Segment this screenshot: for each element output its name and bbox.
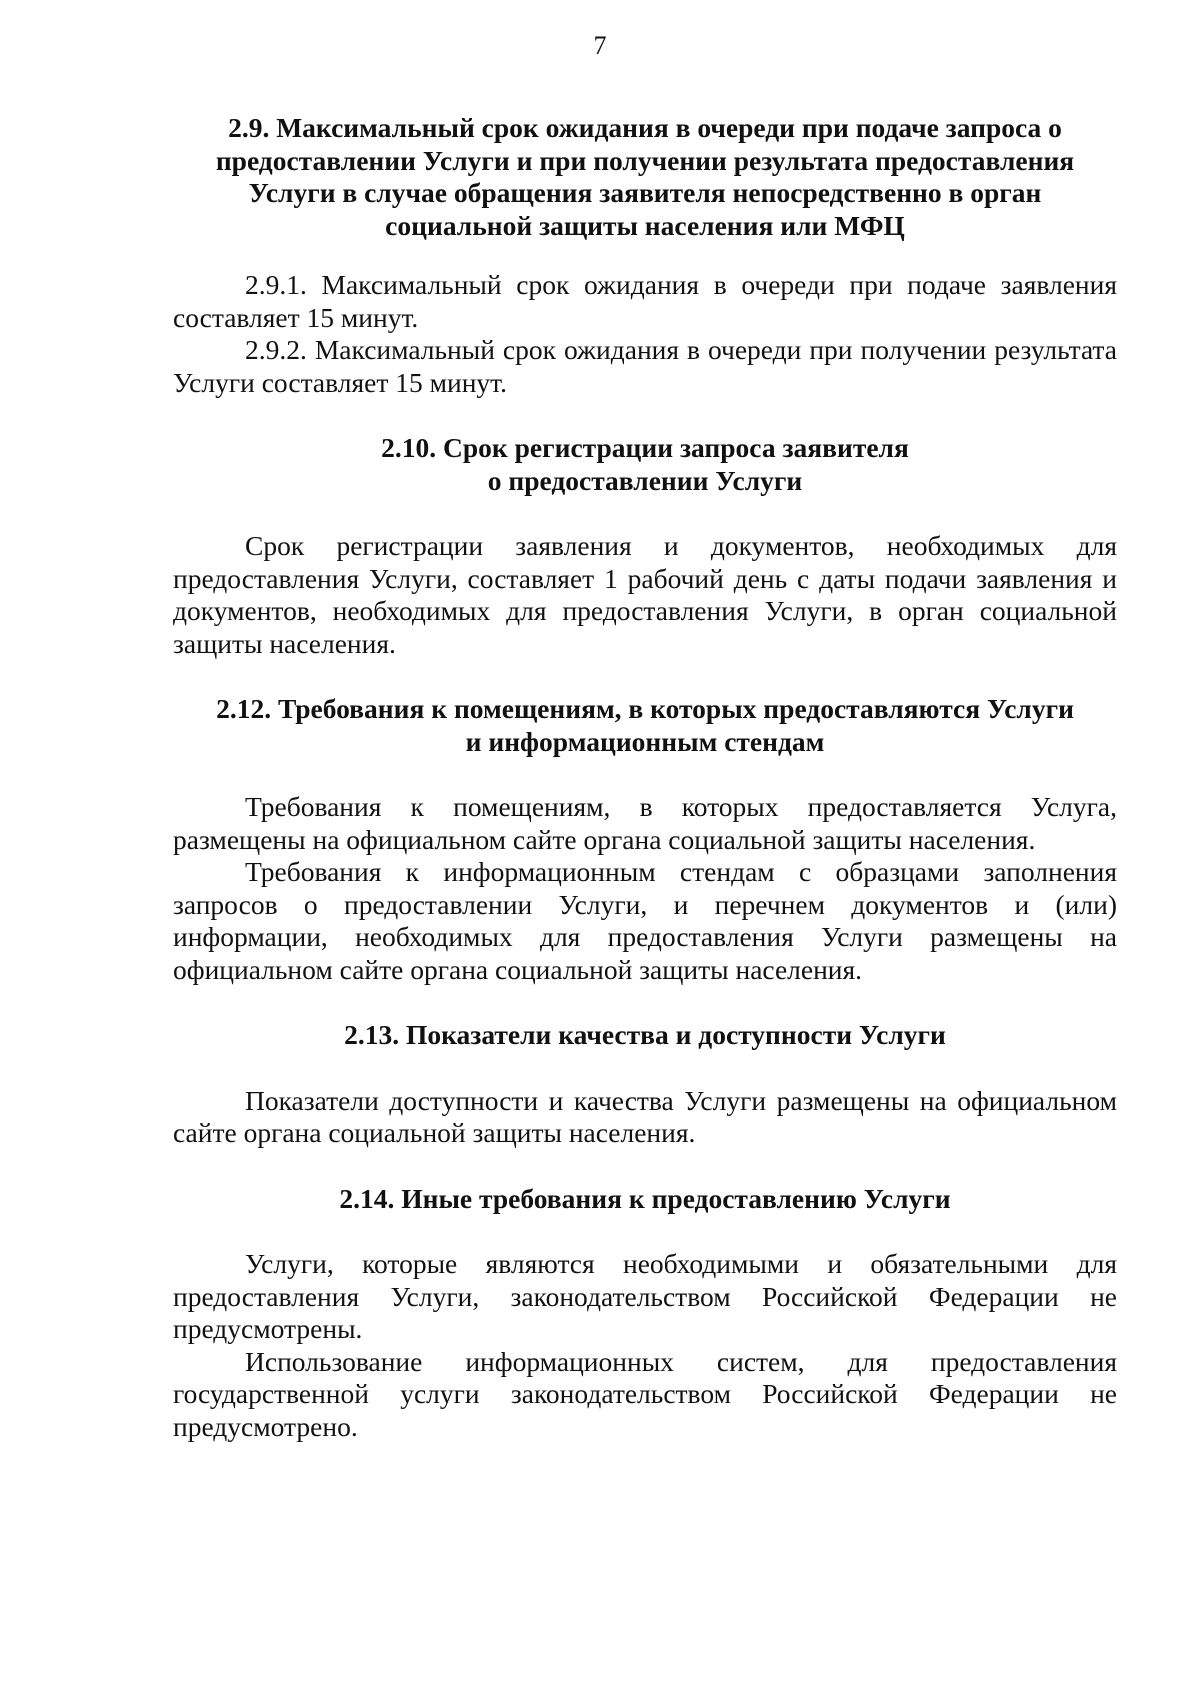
section-2-12	[173, 693, 1117, 986]
section-2-9	[173, 112, 1117, 399]
paragraph-2-14-systems: Использование информационных систем, для предоставления государственной услуги законодательством Российской Федерации не предусмотрено.	[173, 1345, 1117, 1442]
section-2-13-heading	[173, 1019, 1117, 1052]
page-number: 7	[593, 31, 607, 60]
section-2-12-heading	[173, 693, 1117, 758]
section-2-10-heading	[173, 432, 1117, 497]
heading-line: 2.12. Требования к помещениям, в которых предоставляются Услуги	[216, 693, 1074, 724]
heading-line: 2.9. Максимальный срок ожидания в очереди при подаче запроса о	[228, 112, 1062, 143]
section-2-14	[173, 1183, 1117, 1444]
heading-line: социальной защиты населения или МФЦ	[385, 209, 905, 241]
paragraph-2-9-1: 2.9.1. Максимальный срок ожидания в очереди при подаче заявления составляет 15 минут.	[173, 269, 1117, 333]
heading-line: предоставлении Услуги и при получении результата предоставления	[215, 144, 1075, 176]
paragraph-2-12-stands: Требования к информационным стендам с образцами заполнения запросов о предоставлении Услуги, и перечнем документов и (или) информации, необходимых для предоставления Услуги размещены на официальном сайте органа социальной защиты населения.	[173, 856, 1117, 985]
paragraph-2-13: Показатели доступности и качества Услуги размещены на официальном сайте органа социальной защиты населения.	[173, 1084, 1117, 1148]
section-2-14-heading	[173, 1183, 1117, 1216]
paragraph-2-14-services: Услуги, которые являются необходимыми и обязательными для предоставления Услуги, законодательством Российской Федерации не предусмотрены.	[173, 1248, 1117, 1344]
section-2-10	[173, 432, 1117, 660]
paragraph-2-12-premises: Требования к помещениям, в которых предоставляется Услуга, размещены на официальном сайте органа социальной защиты населения.	[173, 791, 1117, 855]
paragraph-2-10: Срок регистрации заявления и документов, необходимых для предоставления Услуги, составляет 1 рабочий день с даты подачи заявления и документов, необходимых для предоставления Услуги, в орган социальной защиты населения.	[173, 530, 1117, 659]
heading-line: и информационным стендам	[465, 725, 825, 757]
heading-line: Услуги в случае обращения заявителя непосредственно в орган	[248, 177, 1042, 208]
document-body	[173, 112, 1117, 1443]
heading-line: 2.10. Срок регистрации запроса заявителя	[381, 432, 909, 463]
paragraph-2-9-2: 2.9.2. Максимальный срок ожидания в очереди при получении результата Услуги составляет 15 минут.	[173, 334, 1117, 398]
heading-line: 2.14. Иные требования к предоставлению Услуги	[339, 1182, 951, 1214]
heading-line: о предоставлении Услуги	[487, 464, 803, 496]
heading-line: 2.13. Показатели качества и доступности Услуги	[344, 1019, 946, 1050]
section-2-9-heading	[173, 112, 1117, 242]
section-2-13	[173, 1019, 1117, 1150]
